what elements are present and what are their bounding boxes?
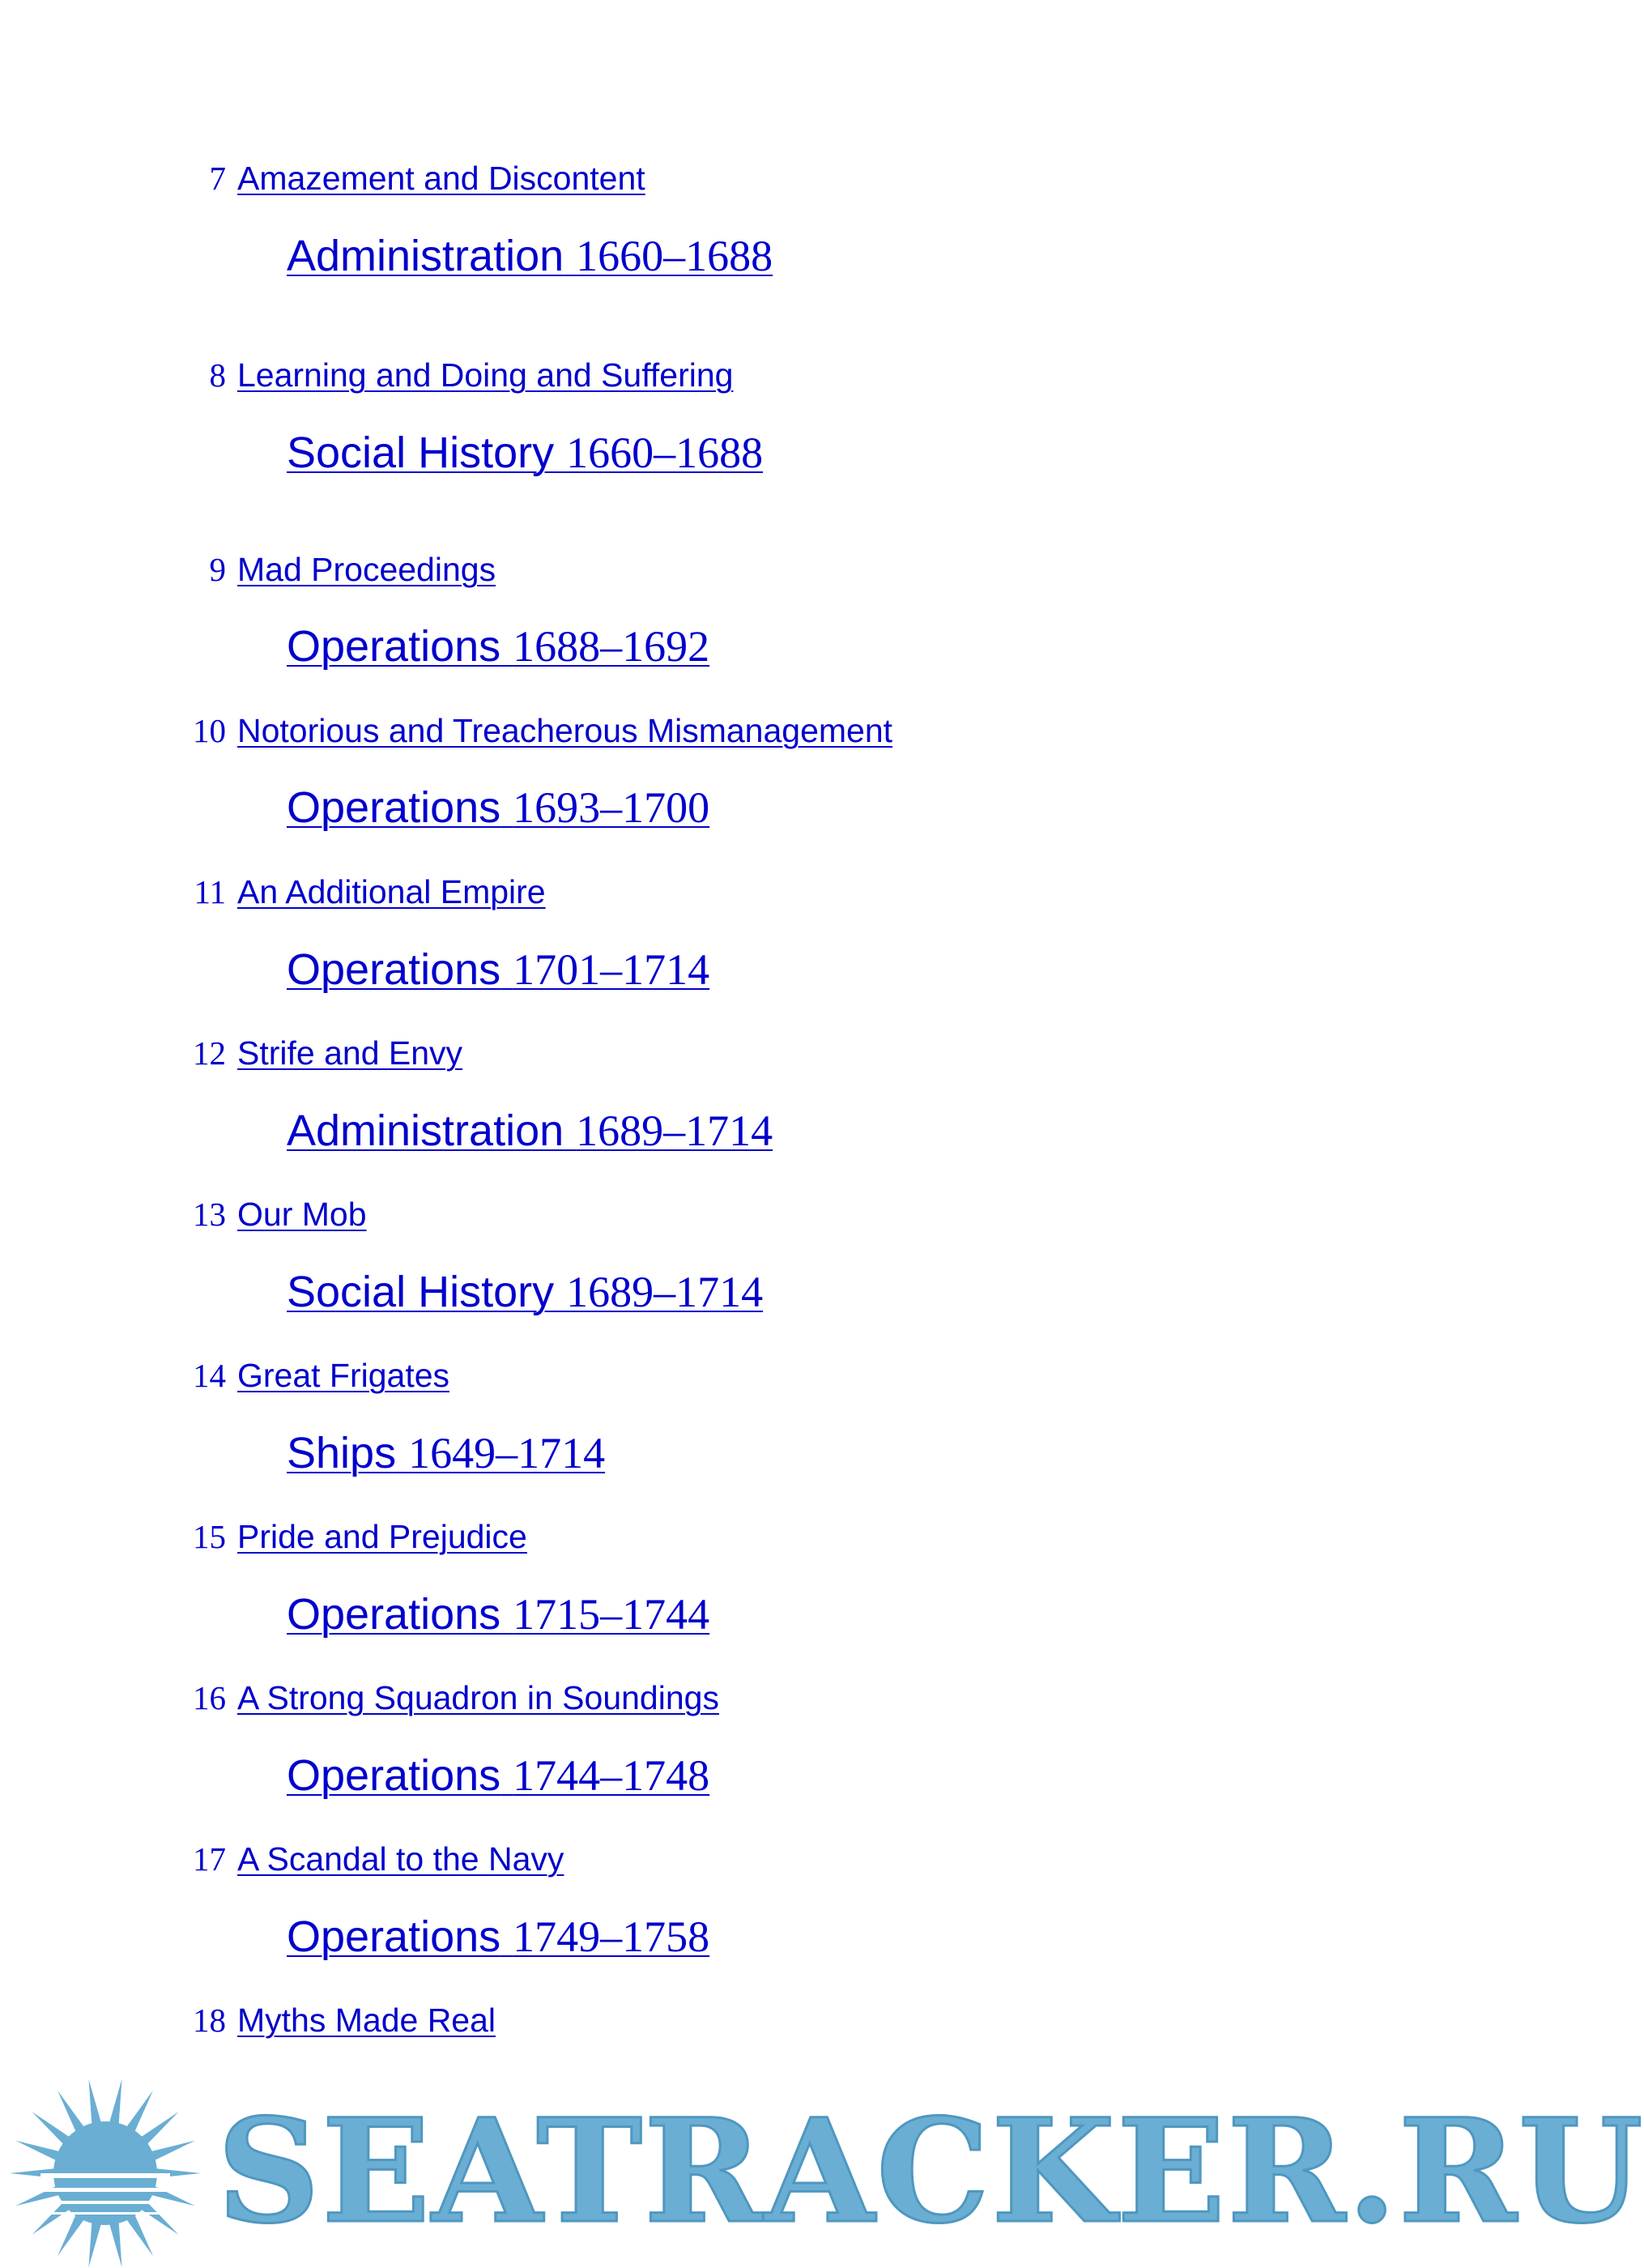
toc-chapter-12-link[interactable] [174,1033,462,1073]
chapter-number: 14 [193,1357,226,1394]
toc-chapter-9-subtitle-link[interactable] [241,620,709,672]
chapter-subtitle: Operations [287,1590,501,1639]
chapter-years: 1744–1748 [513,1751,710,1800]
chapter-subtitle: Operations [287,1912,501,1961]
toc-chapter-7-subtitle-link[interactable] [241,230,773,282]
chapter-number: 18 [193,2002,226,2039]
chapter-years: 1689–1714 [566,1268,764,1316]
chapter-subtitle: Administration [287,232,564,280]
sun-ray [126,2091,153,2133]
toc-chapter-14-subtitle-link[interactable] [241,1427,605,1479]
watermark [0,2070,1644,2268]
chapter-title: A Scandal to the Navy [237,1840,564,1878]
toc-chapter-16-subtitle-link[interactable] [241,1750,709,1801]
chapter-number: 9 [209,551,226,588]
sun-ray [141,2202,179,2235]
chapter-years: 1749–1758 [513,1912,710,1961]
toc-chapter-13-subtitle-link[interactable] [241,1266,763,1318]
chapter-years: 1693–1700 [513,783,710,832]
sun-ray [126,2215,153,2257]
toc-chapter-17-subtitle-link[interactable] [241,1911,709,1963]
sun-ray [151,2141,195,2161]
chapter-subtitle: Ships [287,1429,397,1477]
toc-chapter-13-link[interactable] [174,1194,367,1234]
chapter-title: Great Frigates [237,1357,450,1394]
toc-chapter-8-subtitle-link[interactable] [241,427,763,479]
toc-chapter-15-subtitle-link[interactable] [241,1588,709,1640]
watermark-text: SEATRACKER.RU [217,2087,1644,2255]
sun-ray [109,2079,122,2125]
toc-chapter-17-link[interactable] [174,1839,564,1879]
chapter-subtitle: Operations [287,622,501,671]
sun-ray [57,2215,84,2257]
sun-ray [89,2079,102,2125]
chapter-number: 15 [193,1518,226,1555]
toc-chapter-7-link[interactable] [174,158,645,198]
chapter-title: Amazement and Discontent [237,160,645,197]
chapter-subtitle: Social History [287,428,555,477]
sun-ray [141,2112,179,2145]
chapter-years: 1715–1744 [513,1590,710,1639]
chapter-title: Notorious and Treacherous Mismanagement [237,712,893,749]
toc-chapter-11-link[interactable] [174,872,546,912]
toc-chapter-12-subtitle-link[interactable] [241,1105,773,1157]
chapter-title: Strife and Envy [237,1034,463,1072]
chapter-number: 12 [193,1034,226,1072]
chapter-number: 16 [193,1679,226,1716]
chapter-title: An Additional Empire [237,873,546,910]
sun-ray [109,2222,122,2268]
chapter-years: 1660–1688 [566,428,764,477]
chapter-number: 17 [193,1840,226,1878]
chapter-title: Myths Made Real [237,2002,496,2039]
chapter-years: 1689–1714 [576,1106,773,1155]
toc-chapter-18-link[interactable] [174,2000,496,2040]
chapter-number: 13 [193,1196,226,1233]
sun-ray [89,2222,102,2268]
chapter-subtitle: Social History [287,1268,555,1316]
toc-chapter-15-link[interactable] [174,1516,527,1557]
sun-ray [32,2112,70,2145]
toc-chapter-14-link[interactable] [174,1355,449,1396]
chapter-number: 11 [194,873,226,910]
chapter-years: 1660–1688 [576,232,773,280]
chapter-years: 1688–1692 [513,622,710,671]
sun-ray [15,2141,60,2161]
chapter-subtitle: Operations [287,783,501,832]
chapter-subtitle: Administration [287,1106,564,1155]
sun-ray [57,2091,84,2133]
chapter-subtitle: Operations [287,1751,501,1800]
chapter-subtitle: Operations [287,945,501,994]
chapter-number: 10 [193,712,226,749]
chapter-years: 1649–1714 [408,1429,606,1477]
toc-chapter-16-link[interactable] [174,1678,719,1718]
chapter-title: Mad Proceedings [237,551,496,588]
chapter-years: 1701–1714 [513,945,710,994]
chapter-title: A Strong Squadron in Soundings [237,1679,719,1716]
toc-chapter-9-link[interactable] [174,549,496,590]
toc-chapter-11-subtitle-link[interactable] [241,944,709,995]
chapter-number: 8 [209,356,226,394]
chapter-title: Learning and Doing and Suffering [237,356,734,394]
chapter-number: 7 [209,160,226,197]
toc-chapter-10-link[interactable] [174,710,892,751]
sun-ray [32,2202,70,2235]
chapter-title: Pride and Prejudice [237,1518,527,1555]
toc-chapter-10-subtitle-link[interactable] [241,782,709,833]
sun-icon [8,2070,202,2268]
toc-chapter-8-link[interactable] [174,355,733,395]
chapter-title: Our Mob [237,1196,367,1233]
